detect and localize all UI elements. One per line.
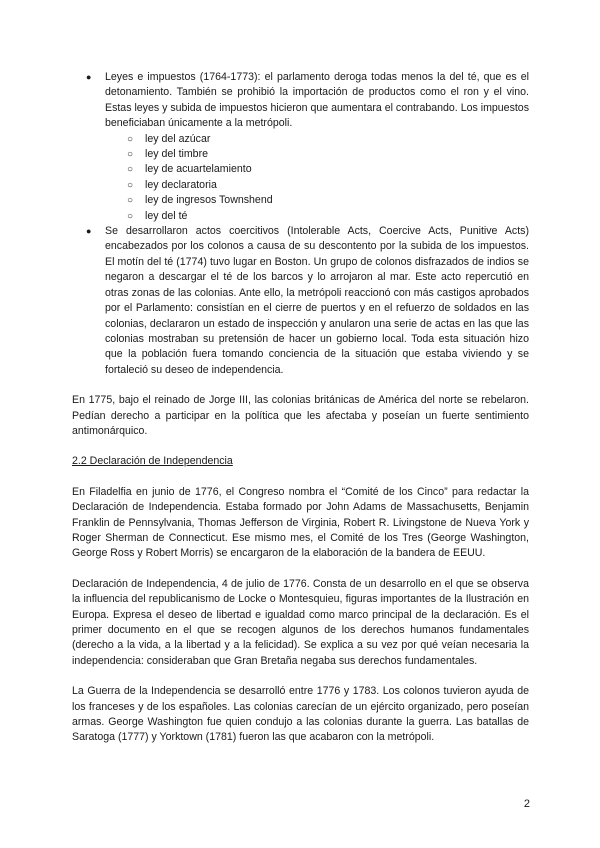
circle-bullet-icon: ○	[127, 210, 134, 222]
bullet-icon: ●	[86, 72, 92, 82]
paragraph-filadelfia: En Filadelfia en junio de 1776, el Congreso nombra el “Comité de los Cinco” para redactar la Declaración de Independencia. Estaba formado por John Adams de Massachusetts, Benjamin Franklin de Pennsylvania, Thomas Jefferson de Virginia, Robert R. Livingstone de Nueva York y Roger Sherman de Connecticut. Ese mismo mes, el Comité de los Tres (George Washington, George Ross y Robert Morris) se encargaron de la elaboración de la bandera de EEUU.	[72, 485, 529, 560]
bullet-icon: ●	[86, 226, 92, 237]
sub-item	[105, 162, 529, 177]
circle-bullet-icon: ○	[127, 164, 134, 176]
bullet-item-actos-coercitivos	[72, 224, 529, 378]
sub-item-text: ley declaratoria	[145, 178, 217, 191]
sub-item-text: ley del timbre	[145, 148, 208, 161]
circle-bullet-icon: ○	[127, 133, 134, 145]
sub-item-text: ley del té	[145, 209, 188, 222]
circle-bullet-icon: ○	[127, 195, 134, 207]
bullet-text: Leyes e impuestos (1764-1773): el parlamento deroga todas menos la del té, que es el detonamiento. También se prohibió la importación de productos como el ron y el vino. Estas leyes y subida de impuestos hicieron que aumentara el contrabando. Los impuestos beneficiaban únicamente a la metrópoli.	[105, 71, 529, 130]
paragraph-declaracion: Declaración de Independencia, 4 de julio de 1776. Consta de un desarrollo en el que se observa la influencia del republicanismo de Locke o Montesquieu, figuras importantes de la Ilustración en Europa. Expresa el deseo de libertad e igualdad como marco principal de la declaración. Es el primer documento en el que se recogen algunos de los derechos humanos fundamentales (derecho a la vida, a la libertad y a la felicidad). Se explica a su vez por qué veían necesaria la independencia: consideraban que Gran Bretaña negaba sus derechos fundamentales.	[72, 577, 529, 667]
section-heading: 2.2 Declaración de Independencia	[72, 455, 233, 468]
circle-bullet-icon: ○	[127, 179, 134, 191]
paragraph-guerra: La Guerra de la Independencia se desarrolló entre 1776 y 1783. Los colonos tuvieron ayuda de los franceses y de los españoles. Las colonias carecían de un ejército organizado, pero poseían armas. George Washington fue quien condujo a las colonias durante la guerra. Las batallas de Saratoga (1777) y Yorktown (1781) fueron las que acabaron con la metrópoli.	[72, 685, 529, 744]
page-content	[72, 70, 529, 746]
sub-list	[105, 132, 529, 224]
sub-item	[105, 193, 529, 208]
bullet-item-leyes	[72, 70, 529, 224]
sub-item	[105, 209, 529, 224]
sub-item	[105, 147, 529, 162]
page-number: 2	[523, 798, 530, 810]
bullet-list	[72, 70, 529, 378]
sub-item-text: ley de acuartelamiento	[145, 163, 252, 176]
sub-item-text: ley de ingresos Townshend	[145, 194, 273, 207]
circle-bullet-icon: ○	[127, 149, 134, 161]
sub-item-text: ley del azúcar	[145, 132, 211, 145]
sub-item	[105, 178, 529, 193]
sub-item	[105, 132, 529, 147]
bullet-text: Se desarrollaron actos coercitivos (Intolerable Acts, Coercive Acts, Punitive Acts) encabezados por los colonos a causa de su descontento por la subida de los impuestos. El motín del té (1774) tuvo lugar en Boston. Un grupo de colonos disfrazados de indios se negaron a descargar el té de los barcos y lo arrojaron al mar. Este acto repercutió en otras zonas de las colonias. Ante ello, la metrópoli reaccionó con más castigos aprobados por el Parlamento: consistían en el cierre de puertos y en el refuerzo de soldados en las colonias, declararon un estado de inspección y anularon una serie de actas en las que las colonias mostraban su pretensión de hacer un gobierno local. Toda esta situación hizo que la población fuera tomando conciencia de la situación que estaba viviendo y se fortaleció su deseo de independencia.	[105, 225, 529, 376]
paragraph-1775: En 1775, bajo el reinado de Jorge III, las colonias británicas de América del norte se rebelaron. Pedían derecho a participar en la política que les afectaba y poseían un fuerte sentimiento antimonárquico.	[72, 394, 529, 437]
